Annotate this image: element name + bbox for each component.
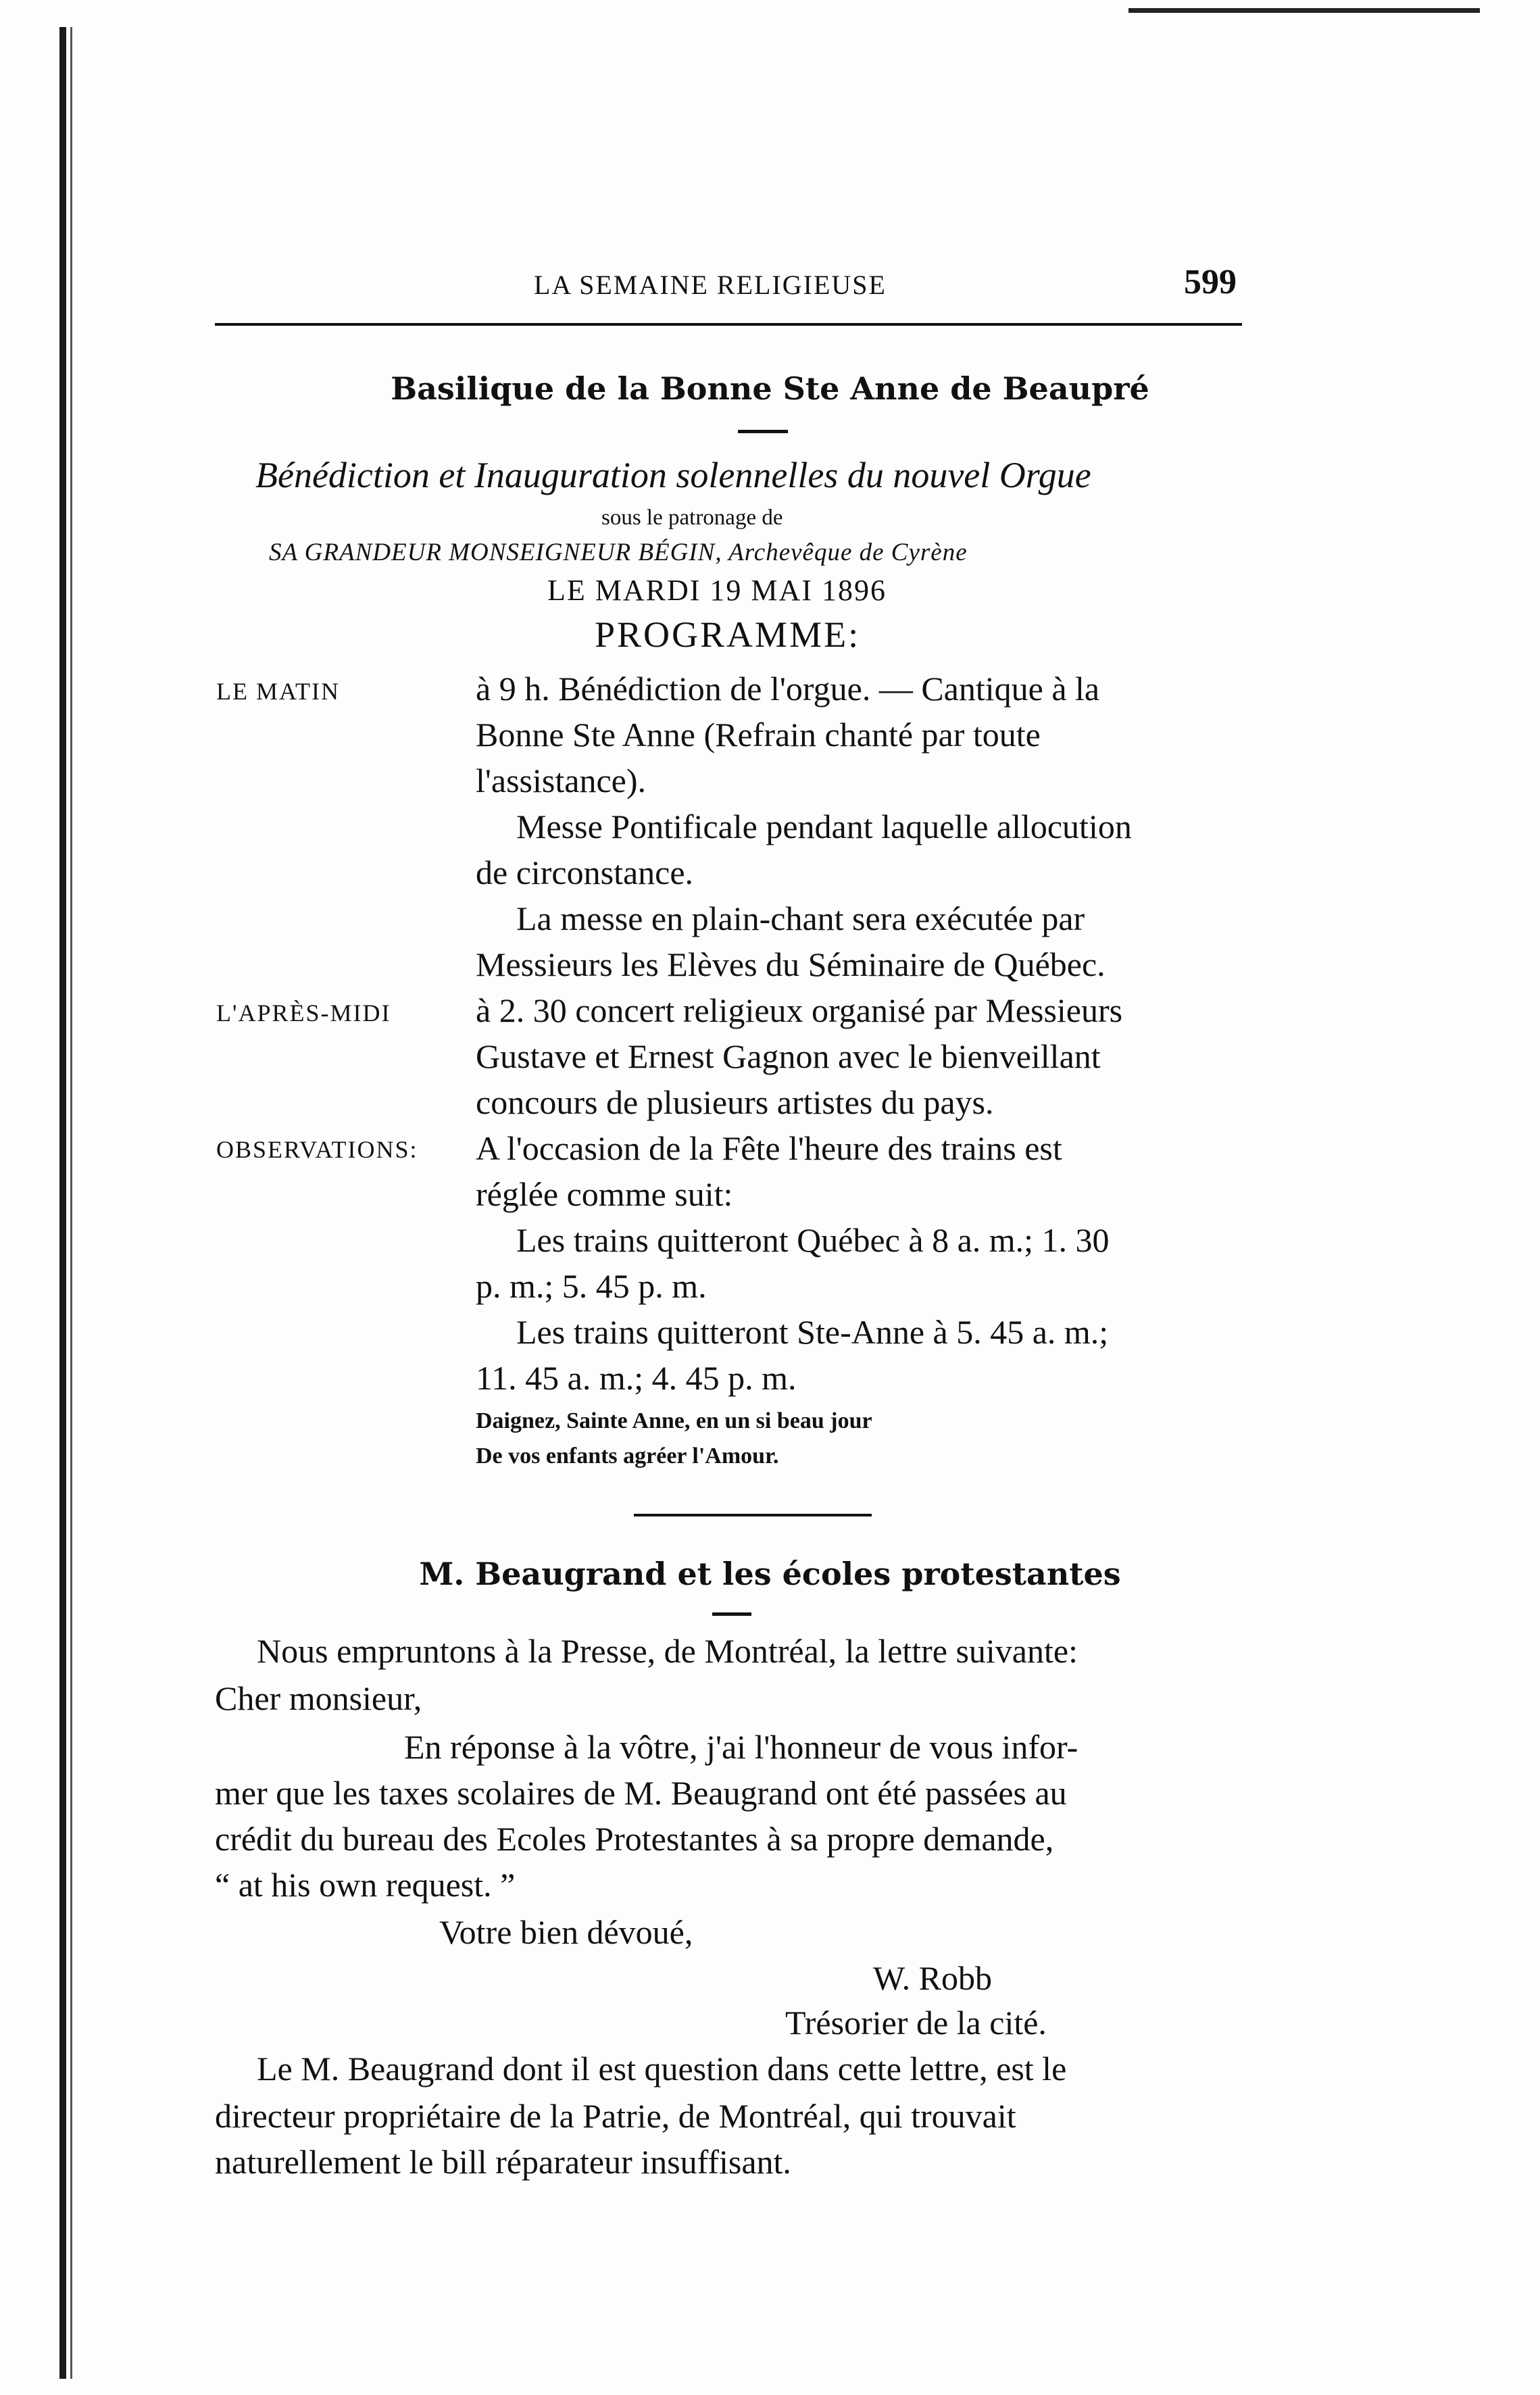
intro-line: Nous empruntons à la Presse, de Montréal, la lettre suivante:: [257, 1632, 1078, 1670]
letter-line: mer que les taxes scolaires de M. Beaugrand ont été passées au: [215, 1774, 1067, 1812]
programme-line: à 9 h. Bénédiction de l'orgue. — Cantique à la: [476, 670, 1100, 708]
programme-line: La messe en plain-chant sera exécutée par: [516, 899, 1085, 937]
verse-line: De vos enfants agréer l'Amour.: [476, 1443, 779, 1468]
article-title-beaugrand: M. Beaugrand et les écoles protestantes: [419, 1556, 1121, 1592]
programme-line: Messieurs les Elèves du Séminaire de Québec.: [476, 945, 1106, 983]
article-title-basilique: Basilique de la Bonne Ste Anne de Beaupré: [391, 370, 1149, 407]
programme-line: Les trains quitteront Ste-Anne à 5. 45 a. m.;: [516, 1313, 1109, 1351]
label-observations: OBSERVATIONS:: [216, 1136, 418, 1163]
letter-line: En réponse à la vôtre, j'ai l'honneur de vous infor-: [404, 1728, 1078, 1766]
patronage-line: sous le patronage de: [601, 505, 783, 530]
letter-line: crédit du bureau des Ecoles Protestantes à sa propre demande,: [215, 1820, 1054, 1858]
programme-line: A l'occasion de la Fête l'heure des trains est: [476, 1129, 1062, 1167]
programme-line: 11. 45 a. m.; 4. 45 p. m.: [476, 1359, 797, 1397]
programme-line: p. m.; 5. 45 p. m.: [476, 1267, 707, 1305]
programme-line: l'assistance).: [476, 762, 646, 799]
programme-line: à 2. 30 concert religieux organisé par Messieurs: [476, 991, 1123, 1029]
programme-line: de circonstance.: [476, 854, 694, 891]
programme-line: Les trains quitteront Québec à 8 a. m.; 1. 30: [516, 1221, 1110, 1259]
running-title: LA SEMAINE RELIGIEUSE: [534, 270, 887, 300]
programme-line: Messe Pontificale pendant laquelle allocution: [516, 808, 1132, 845]
signature-name: W. Robb: [873, 1959, 992, 1997]
article-subtitle: Bénédiction et Inauguration solennelles du nouvel Orgue: [255, 455, 1091, 495]
page-number: 599: [1184, 263, 1237, 301]
signature-title: Trésorier de la cité.: [785, 2004, 1047, 2042]
salutation: Cher monsieur,: [215, 1679, 422, 1717]
programme-line: Gustave et Ernest Gagnon avec le bienveillant: [476, 1037, 1101, 1075]
comment-line: Le M. Beaugrand dont il est question dans cette lettre, est le: [257, 2050, 1067, 2088]
programme-line: concours de plusieurs artistes du pays.: [476, 1083, 994, 1121]
letter-line: “ at his own request. ”: [215, 1866, 516, 1904]
verse-line: Daignez, Sainte Anne, en un si beau jour: [476, 1408, 872, 1433]
label-matin: LE MATIN: [216, 678, 340, 705]
event-date: LE MARDI 19 MAI 1896: [547, 574, 887, 607]
comment-line: directeur propriétaire de la Patrie, de Montréal, qui trouvait: [215, 2097, 1016, 2135]
header-rule: [215, 323, 1242, 326]
title-dash: [738, 430, 788, 433]
section-divider: [634, 1514, 872, 1516]
comment-line: naturellement le bill réparateur insuffisant.: [215, 2143, 791, 2181]
programme-line: Bonne Ste Anne (Refrain chanté par toute: [476, 716, 1041, 754]
programme-line: réglée comme suit:: [476, 1175, 733, 1213]
title-dash: [712, 1612, 751, 1616]
dignitary-line: SA GRANDEUR MONSEIGNEUR BÉGIN, Archevêque de Cyrène: [269, 539, 968, 566]
letter-closing: Votre bien dévoué,: [439, 1913, 693, 1951]
scan-edge-rule: [1128, 8, 1480, 13]
label-apres-midi: L'APRÈS-MIDI: [216, 999, 391, 1027]
programme-heading: PROGRAMME:: [595, 614, 861, 655]
